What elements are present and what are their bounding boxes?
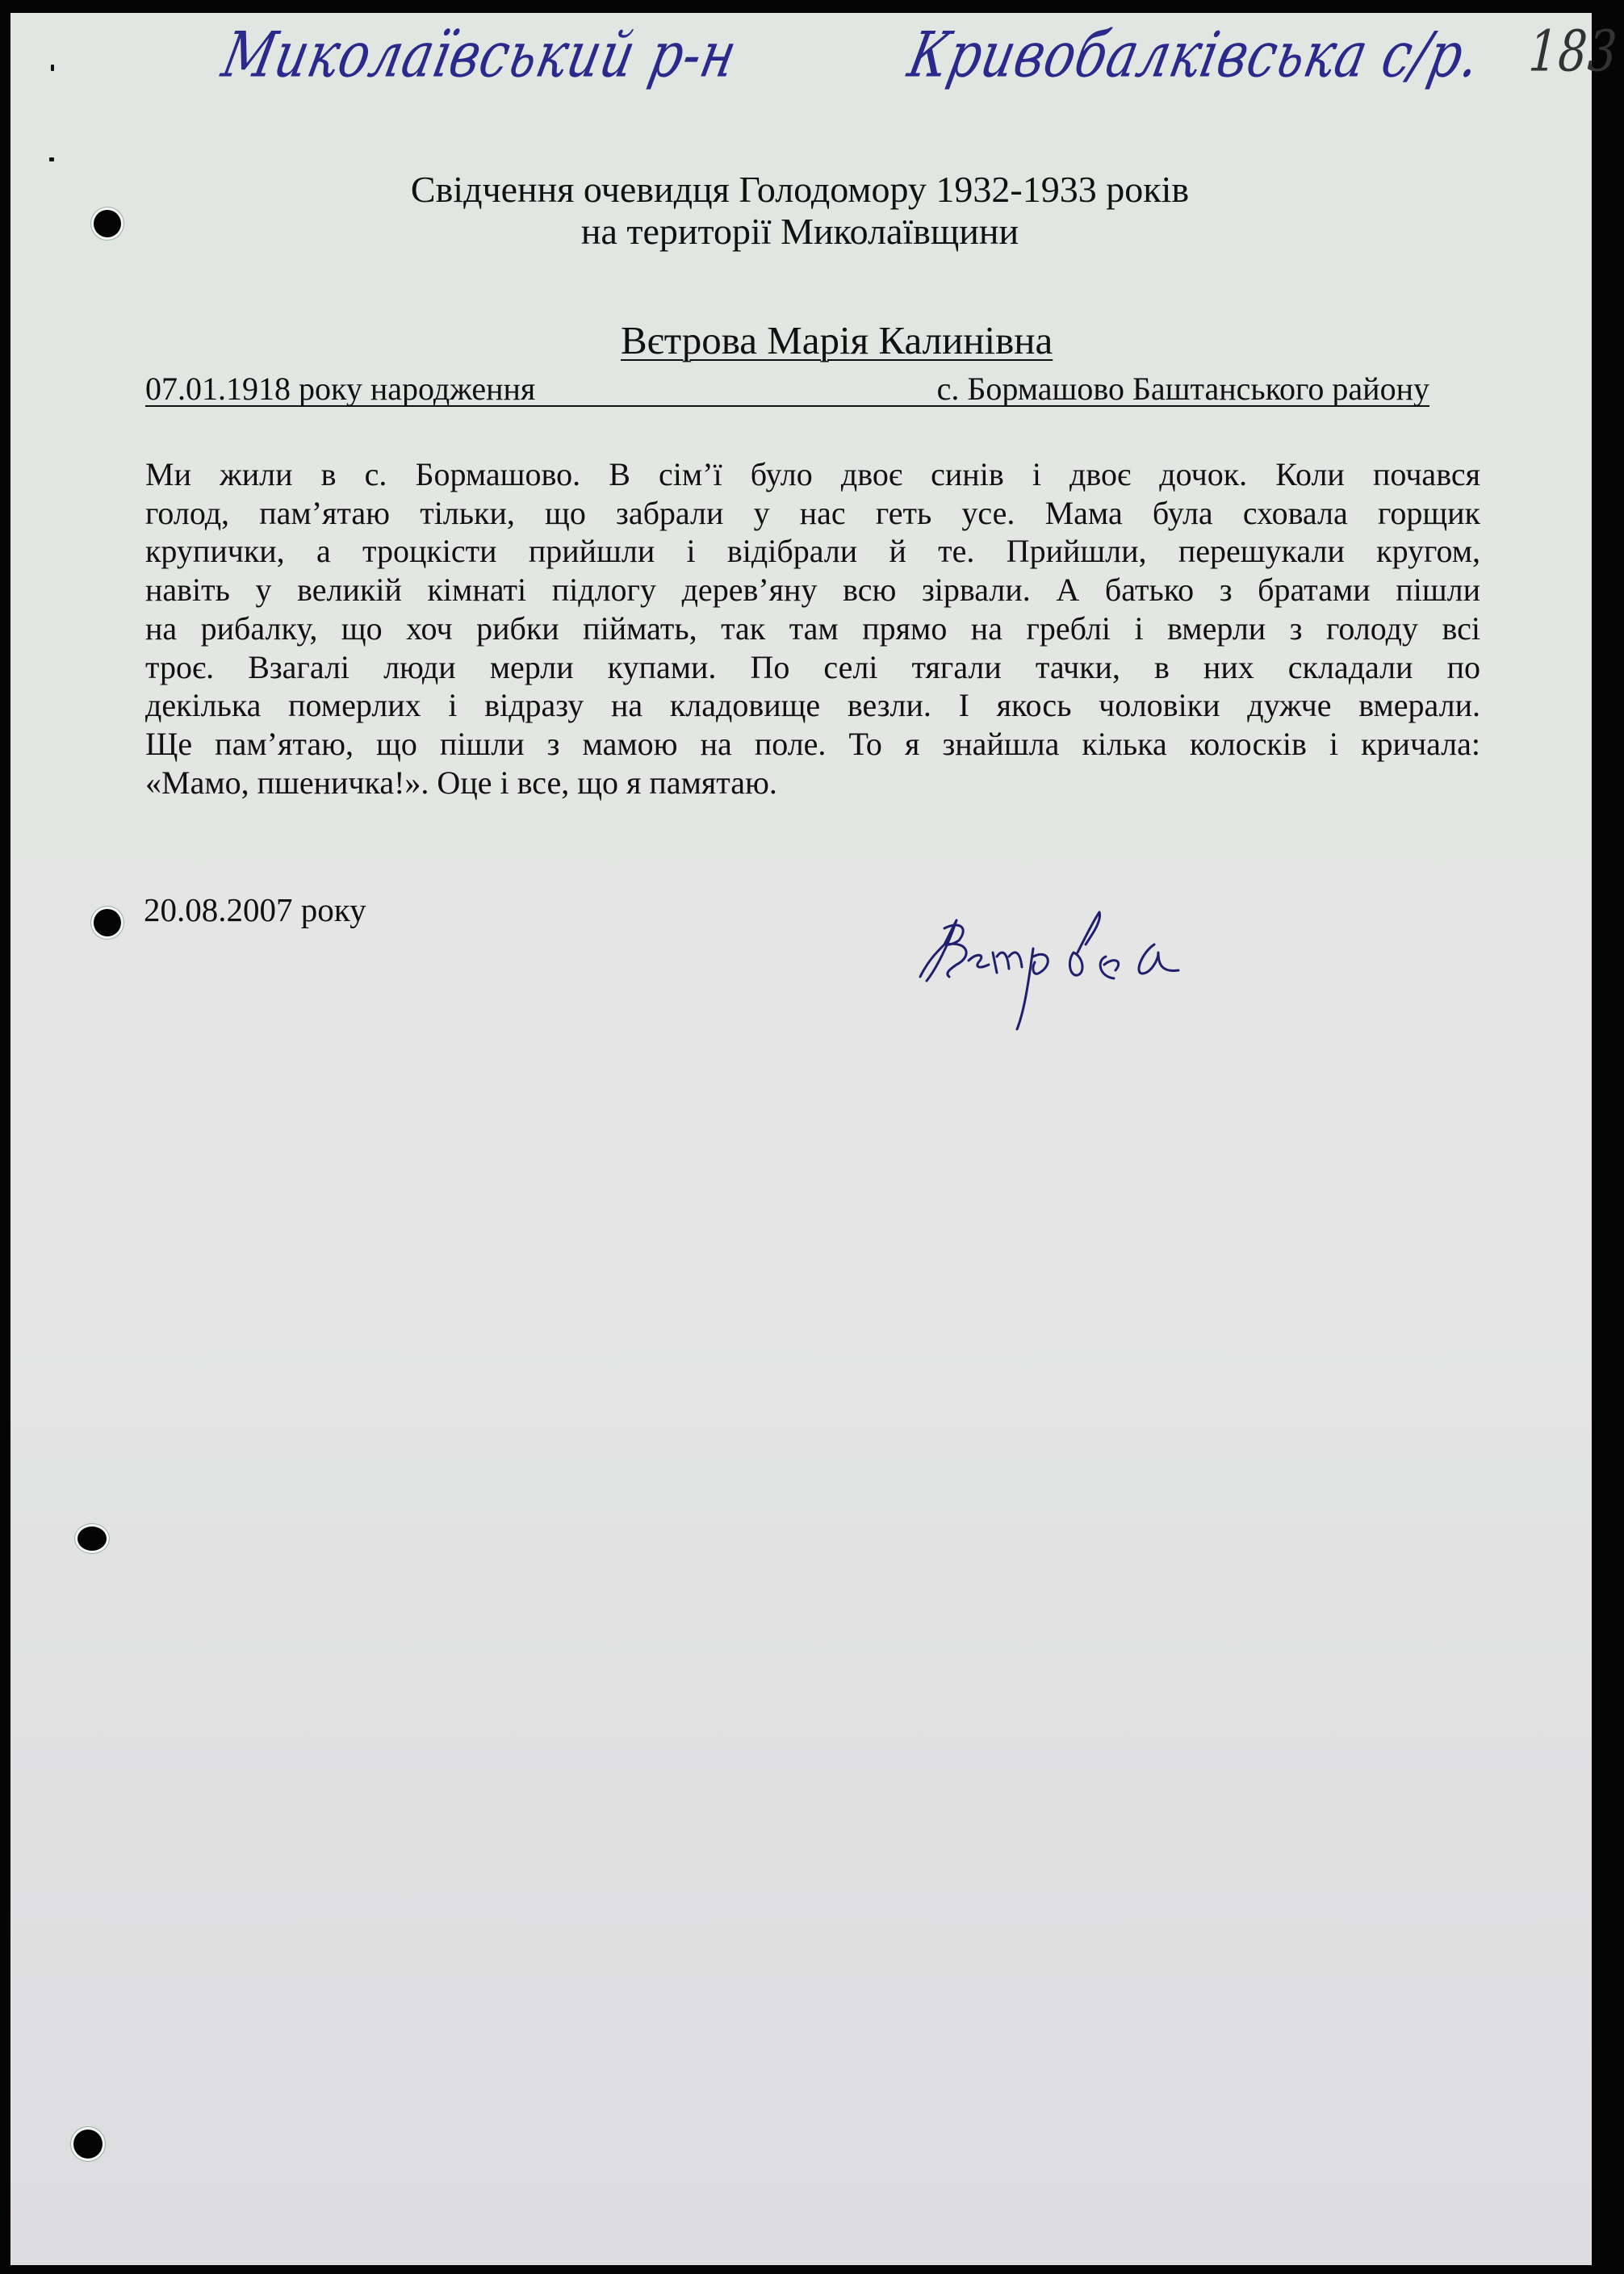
witness-name: Вєтрова Марія Калинівна bbox=[621, 318, 1053, 362]
testimony-line: голод, пам’ятаю тільки, що забрали у нас геть усе. Мама була сховала горщик bbox=[145, 494, 1480, 531]
birth-info-line bbox=[145, 370, 1429, 407]
signature-stroke bbox=[993, 953, 1022, 973]
handwritten-council: Кривобалківська с/р. bbox=[902, 17, 1488, 91]
birth-place: с. Бормашово Баштанського району bbox=[936, 371, 1429, 407]
birth-date: 07.01.1918 року народження bbox=[145, 371, 536, 407]
signature-stroke bbox=[920, 920, 966, 981]
testimony-line: крупички, а троцкісти прийшли і відібрали й те. Прийшли, перешукали кругом, bbox=[145, 533, 1480, 570]
testimony-line: «Мамо, пшеничка!». Оце і все, що я памятаю. bbox=[145, 764, 777, 801]
signature-stroke bbox=[1139, 944, 1178, 974]
handwritten-number: 183 bbox=[1521, 19, 1624, 85]
signature bbox=[912, 896, 1267, 1033]
document-subtitle: на території Миколаївщини bbox=[580, 211, 1019, 252]
testimony-date: 20.08.2007 року bbox=[144, 891, 366, 928]
punch-hole bbox=[77, 1526, 107, 1551]
document-title: Свідчення очевидця Голодомору 1932-1933 років bbox=[410, 169, 1190, 210]
signature-stroke bbox=[1100, 957, 1119, 978]
testimony-line: троє. Взагалі люди мерли купами. По селі тягали тачки, в них складали по bbox=[145, 648, 1480, 685]
signature-stroke bbox=[969, 955, 989, 967]
punch-hole bbox=[94, 909, 121, 936]
testimony-line: декілька померлих і відразу на кладовище везли. І якось чоловіки дужче вмерали. bbox=[145, 687, 1480, 724]
testimony-line: навіть у великій кімнаті підлогу дерев’яну всю зірвали. А батько з братами пішли bbox=[145, 572, 1480, 609]
handwritten-district: Миколаївський р-н bbox=[216, 17, 744, 91]
testimony-text bbox=[145, 455, 1480, 802]
speck-mark bbox=[49, 157, 54, 161]
punch-hole bbox=[73, 2130, 103, 2159]
signature-stroke bbox=[1069, 912, 1099, 975]
testimony-line: Ще пам’ятаю, що пішли з мамою на поле. То я знайшла кілька колосків і кричала: bbox=[145, 725, 1480, 762]
speck-mark bbox=[51, 65, 54, 71]
testimony-line: Ми жили в с. Бормашово. В сім’ї було двоє синів і двоє дочок. Коли почався bbox=[145, 456, 1480, 492]
testimony-line: на рибалку, що хоч рибки піймать, так там прямо на греблі і вмерли з голоду всі bbox=[145, 609, 1480, 647]
